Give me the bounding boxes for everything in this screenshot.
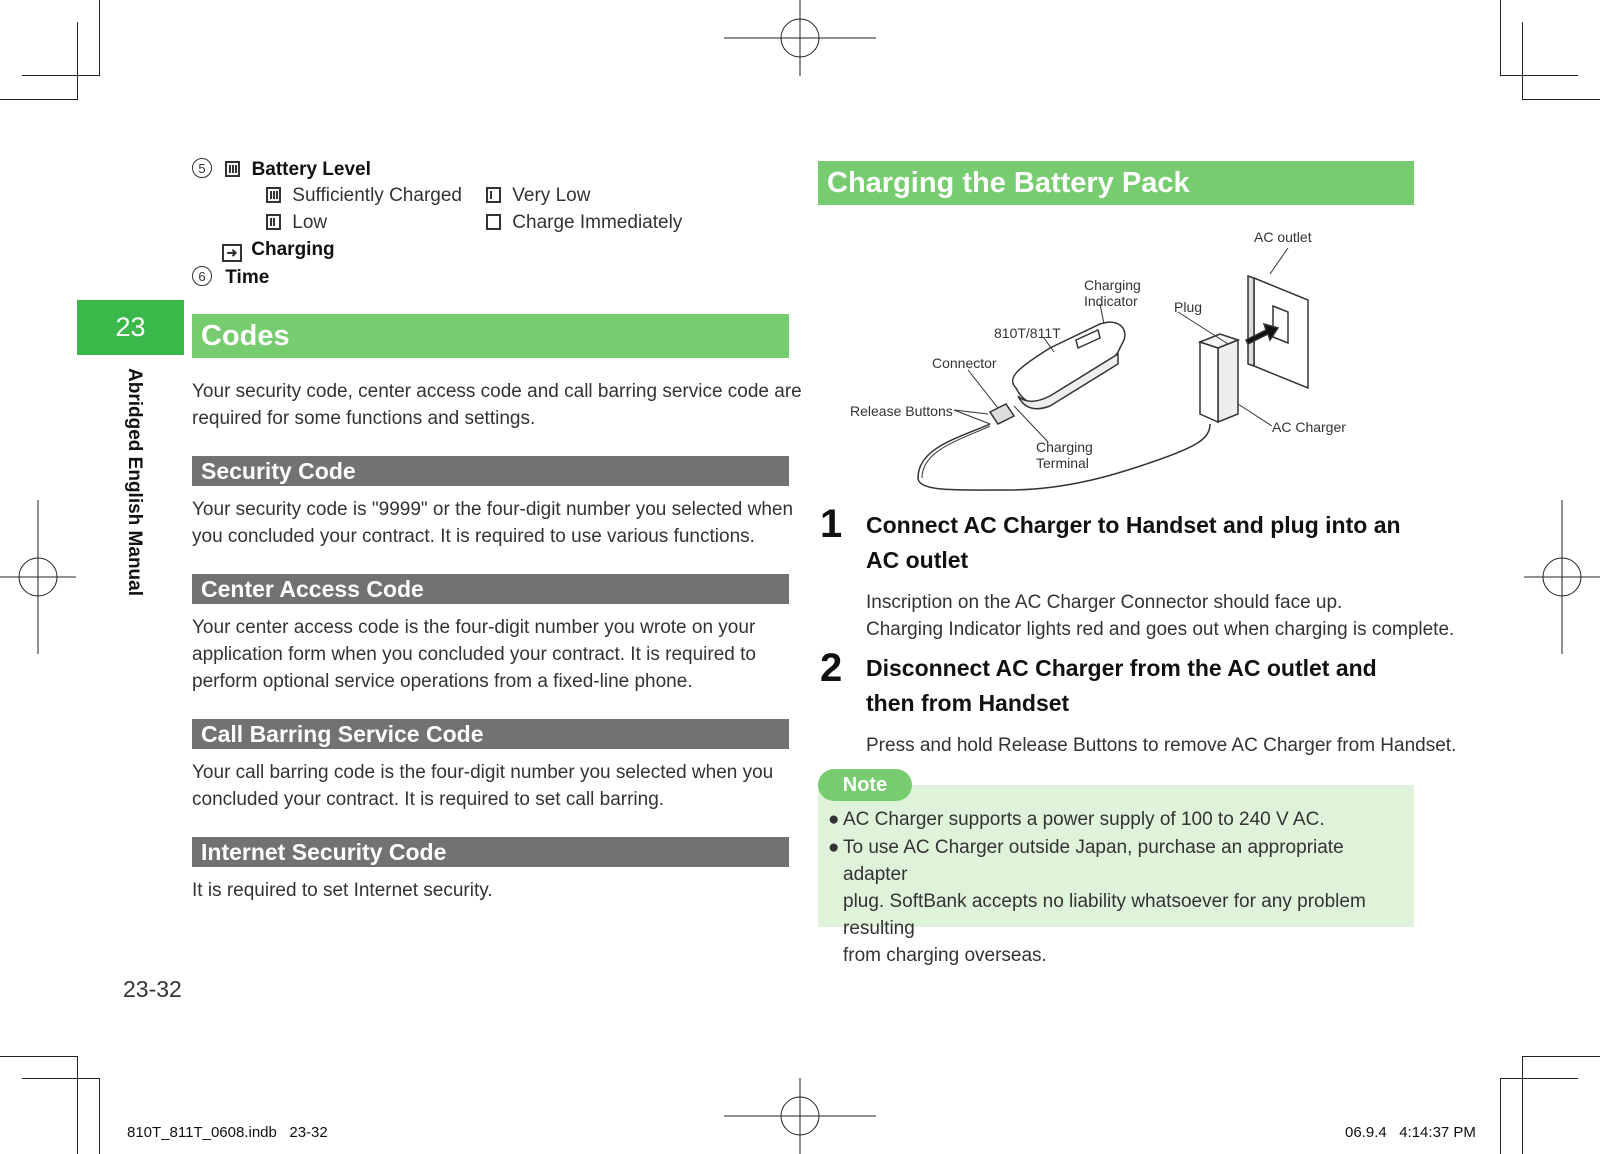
battery-sufficient-row [266, 185, 462, 207]
note-item-2 [828, 834, 839, 861]
bullet-icon: ● [828, 809, 840, 830]
time-label: Time [225, 267, 270, 288]
text-line: required for some functions and settings. [192, 408, 536, 429]
step-1-title [866, 508, 1401, 578]
text-line: you concluded your contract. It is required to use various functions. [192, 526, 755, 547]
battery-level-title: Battery Level [251, 159, 371, 180]
battery-low-icon [266, 214, 281, 230]
text-line: Your security code, center access code and call barring service code are [192, 381, 802, 402]
text-line: Your security code is "9999" or the four-digit number you selected when [192, 499, 794, 520]
label-ac-outlet: AC outlet [1254, 229, 1312, 245]
bullet-icon: ● [828, 837, 840, 858]
label-model: 810T/811T [994, 325, 1061, 341]
battery-very-low-icon [486, 187, 501, 203]
text-line: plug. SoftBank accepts no liability whatsoever for any problem resulting [843, 891, 1366, 939]
battery-low-row [266, 212, 327, 234]
step-1-body [866, 589, 1454, 643]
charging-heading: Charging the Battery Pack [818, 161, 1414, 205]
internet-security-code-heading: Internet Security Code [192, 837, 789, 867]
text-line: Your center access code is the four-digit number you wrote on your [192, 617, 756, 638]
battery-very-low-row [486, 185, 590, 207]
text-line: Press and hold Release Buttons to remove AC Charger from Handset. [866, 735, 1457, 756]
note-item-1 [828, 806, 839, 833]
codes-heading: Codes [192, 314, 789, 358]
time-row [192, 266, 269, 289]
label-charging-indicator-1: Charging [1084, 277, 1141, 293]
battery-low-label: Low [292, 212, 328, 233]
ac-outlet-socket [1273, 306, 1288, 343]
text-line: application form when you concluded your contract. It is required to [192, 644, 756, 665]
charging-label: Charging [251, 239, 335, 260]
connector [990, 404, 1014, 424]
call-barring-code-heading: Call Barring Service Code [192, 719, 789, 749]
footer-file-info: 810T_811T_0608.indb 23-32 [127, 1124, 328, 1141]
item-number-6: 6 [192, 266, 212, 286]
note-item-2-text [843, 834, 1413, 969]
item-number-5: 5 [192, 158, 212, 178]
charging-icon: ➜ [222, 244, 242, 262]
note-item-1-text [843, 806, 1413, 833]
label-plug: Plug [1174, 299, 1203, 315]
note-label: Note [818, 769, 912, 801]
battery-full-icon [225, 161, 240, 177]
step-1-number: 1 [820, 502, 843, 546]
label-charging-indicator-2: Indicator [1084, 293, 1138, 309]
text-line: perform optional service operations from a fixed-line phone. [192, 671, 693, 692]
text-line: concluded your contract. It is required to set call barring. [192, 789, 665, 810]
label-ac-charger: AC Charger [1272, 419, 1346, 435]
step-2-number: 2 [820, 646, 843, 690]
text-line: then from Handset [866, 690, 1070, 716]
battery-very-low-label: Very Low [512, 185, 591, 206]
battery-full-icon [266, 187, 281, 203]
text-line: Connect AC Charger to Handset and plug into an [866, 512, 1401, 538]
page-number: 23-32 [123, 976, 182, 1002]
call-barring-code-text [192, 759, 773, 813]
label-charging-terminal-2: Terminal [1036, 455, 1089, 471]
text-line: AC Charger supports a power supply of 100 to 240 V AC. [843, 809, 1325, 830]
charging-row [222, 239, 335, 262]
label-charging-terminal-1: Charging [1036, 439, 1093, 455]
side-label: Abridged English Manual [124, 368, 145, 597]
battery-charge-immediately-row [486, 212, 682, 234]
text-line: Disconnect AC Charger from the AC outlet and [866, 655, 1377, 681]
center-access-code-text [192, 614, 756, 695]
security-code-text [192, 496, 793, 550]
step-2-title [866, 651, 1377, 721]
battery-sufficient-label: Sufficiently Charged [292, 185, 462, 206]
step-2-body [866, 732, 1456, 759]
codes-intro [192, 378, 802, 432]
text-line: To use AC Charger outside Japan, purchase an appropriate adapter [843, 837, 1344, 885]
ac-charger-body [1218, 340, 1238, 422]
label-release-buttons: Release Buttons [850, 403, 953, 419]
battery-charge-immediately-label: Charge Immediately [512, 212, 683, 233]
label-connector: Connector [932, 355, 997, 371]
security-code-heading: Security Code [192, 456, 789, 486]
footer-timestamp: 06.9.4 4:14:37 PM [1345, 1124, 1476, 1141]
center-access-code-heading: Center Access Code [192, 574, 789, 604]
battery-level-heading [192, 158, 371, 181]
text-line: It is required to set Internet security. [192, 880, 493, 901]
battery-empty-icon [486, 214, 501, 230]
internet-security-code-text [192, 877, 493, 904]
charging-diagram [818, 228, 1414, 508]
chapter-tab: 23 [77, 300, 184, 355]
text-line: AC outlet [866, 547, 969, 573]
text-line: Your call barring code is the four-digit number you selected when you [192, 762, 774, 783]
text-line: from charging overseas. [843, 945, 1047, 966]
text-line: Charging Indicator lights red and goes out when charging is complete. [866, 619, 1455, 640]
text-line: Inscription on the AC Charger Connector should face up. [866, 592, 1343, 613]
